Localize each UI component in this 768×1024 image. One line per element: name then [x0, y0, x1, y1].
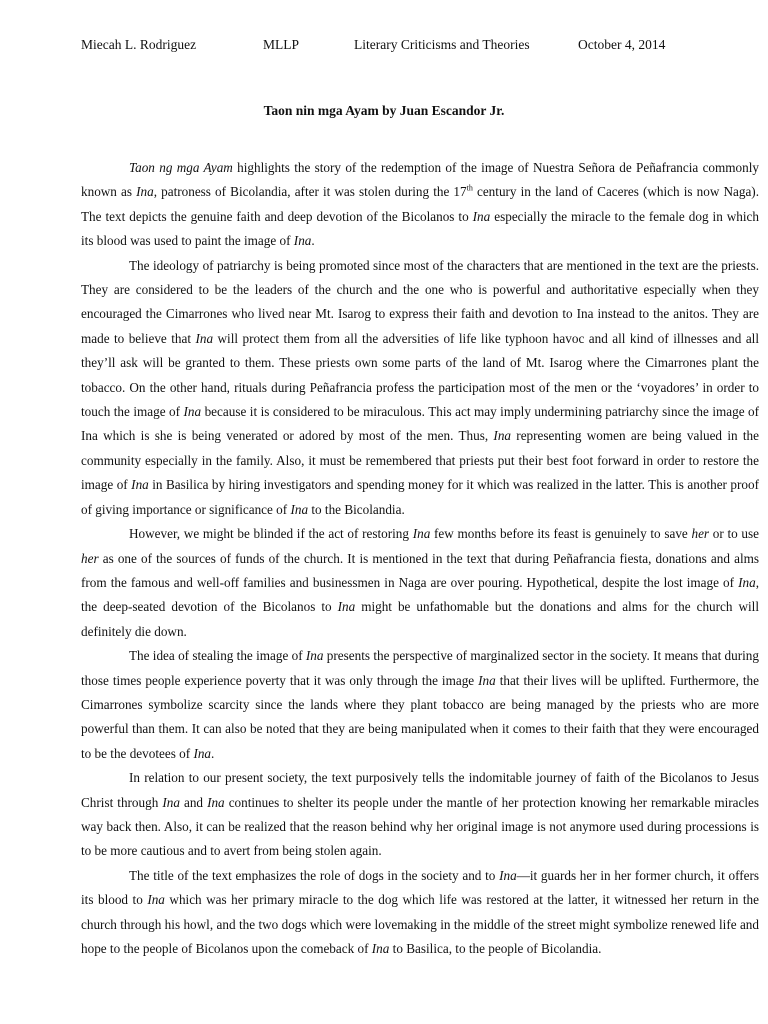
italic-text: Ina [136, 184, 154, 200]
body-paragraph [81, 644, 759, 766]
italic-text: Taon ng mga Ayam [129, 160, 233, 175]
text-run: . [311, 233, 315, 249]
course-code: MLLP [263, 37, 300, 52]
text-run: that their lives will be uplifted. Furthermore, the Cimarrones symbolize scarcity since the lands where they plant tobacco are being managed by the priests who are more powerful than them. It can also be noted that they are being manipulated when it comes to their faith that they were encouraged to be the devotees of [81, 672, 760, 761]
italic-text: Ina [499, 867, 517, 883]
text-run: However, we might be blinded if the act of restoring [129, 526, 413, 542]
italic-text: Ina [162, 794, 180, 810]
text-run: The title of the text emphasizes the role of dogs in the society and to [129, 867, 500, 883]
italic-text: Ina [293, 233, 312, 249]
text-run: highlights the story of the redemption of the image of Nuestra Señora de Peñafrancia commonly known as [81, 160, 759, 200]
text-run: as one of the sources of funds of the church. It is mentioned in the text that during Peñafrancia fiesta, donations and alms from the famous and well-off families and businessmen in Naga are over pouring. Hypothetical, despite the lost image of [81, 550, 759, 590]
italic-text: Ina [290, 501, 309, 517]
italic-text: Ina [371, 941, 390, 956]
text-run: representing women are being valued in the community especially in the family. Also, it must be remembered that priests put their best foot forward in order to restore the image of [81, 428, 759, 493]
text-run: might be unfathomable but the donations and alms for the church will definitely die down. [81, 599, 759, 639]
body-paragraph [81, 254, 759, 522]
text-run: to Basilica, to the people of Bicolandia. [389, 941, 602, 956]
italic-text: Ina [738, 574, 756, 590]
italic-text: Ina [305, 648, 324, 664]
text-run: —it guards her in her former church, it offers its blood to [81, 867, 759, 908]
text-run: which was her primary miracle to the dog which life was restored at the latter, it witnessed her return in the church through his howl, and the two dogs which were lovemaking in the middle of the street might symbolize renewed life and hope to the people of Bicolanos upon the comeback of [81, 892, 760, 956]
superscript-text: th [466, 184, 473, 194]
text-run: In relation to our present society, the text purposively tells the indomitable journey of faith of the Bicolanos to Jesus Christ through [81, 770, 759, 810]
text-run: century in the land of Caceres (which is now Naga). The text depicts the genuine faith and deep devotion of the Bicolanos to [81, 184, 759, 224]
italic-text: her [81, 550, 99, 566]
text-run: few months before its feast is genuinely to save [430, 526, 692, 542]
document-title: Taon nin mga Ayam by Juan Escandor Jr. [263, 103, 505, 118]
italic-text: Ina [147, 892, 165, 908]
subject-name: Literary Criticisms and Theories [354, 37, 530, 52]
text-run: and [179, 794, 208, 810]
body-paragraph [81, 766, 759, 864]
body-paragraph [81, 522, 759, 644]
italic-text: Ina [412, 526, 431, 542]
italic-text: Ina [472, 208, 491, 224]
text-run: or to use [709, 526, 759, 542]
text-run: in Basilica by hiring investigators and spending money for it which was realized in the latter. This is another proof of giving importance or significance of [81, 477, 759, 517]
text-run: , patroness of Bicolandia, after it was stolen during the 17 [153, 184, 467, 200]
text-run: presents the perspective of marginalized sector in the society. It means that during those times people experience poverty that it was only through the image [81, 648, 759, 688]
text-run: continues to shelter its people under the mantle of her protection knowing her remarkable miracles way back then. Also, it can be realized that the reason behind why her original image is not anymore used during processions is to be more cautious and to avert from being stolen again. [81, 794, 760, 859]
text-run: because it is considered to be miraculous. This act may imply undermining patriarchy since the image of Ina which is she is being venerated or adored by most of the men. Thus, [81, 404, 760, 444]
italic-text: Ina [478, 672, 496, 688]
italic-text: her [691, 526, 710, 542]
italic-text: Ina [337, 599, 356, 615]
italic-text: Ina [493, 428, 512, 444]
text-run: to the Bicolandia. [308, 501, 405, 517]
text-run: especially the miracle to the female dog in which its blood was used to paint the image of [81, 208, 759, 249]
document-date: October 4, 2014 [578, 37, 666, 52]
body-paragraph [81, 864, 759, 962]
text-run: will protect them from all the adversities of life like typhoon havoc and all kind of illnesses and all they’ll ask will be granted to them. These priests own some parts of the land of Mt. Isarog where the Cimarrones plant the tobacco. On the other hand, rituals during Peñafrancia profess the participation most of the men or the ‘voyadores’ in order to touch the image of [81, 330, 759, 420]
body-paragraph [81, 156, 759, 254]
document-header [0, 37, 768, 55]
text-run: The ideology of patriarchy is being promoted since most of the characters that are mentioned in the text are the priests. They are considered to be the leaders of the church and the one who is powerful and authoritative especially when they encouraged the Cimarrones who lived near Mt. Isarog to express their faith and devotion to Ina instead to the anitos. They are made to believe that [81, 257, 759, 346]
author-name: Miecah L. Rodriguez [81, 37, 197, 52]
italic-text: Ina [195, 330, 214, 346]
italic-text: Ina [207, 794, 225, 810]
text-run: , the deep-seated devotion of the Bicolanos to [81, 574, 759, 615]
italic-text: Ina [183, 404, 202, 420]
italic-text: Ina [131, 477, 149, 493]
document-body [81, 156, 759, 961]
text-run: The idea of stealing the image of [129, 648, 306, 664]
italic-text: Ina [193, 745, 212, 761]
text-run: . [211, 745, 215, 761]
